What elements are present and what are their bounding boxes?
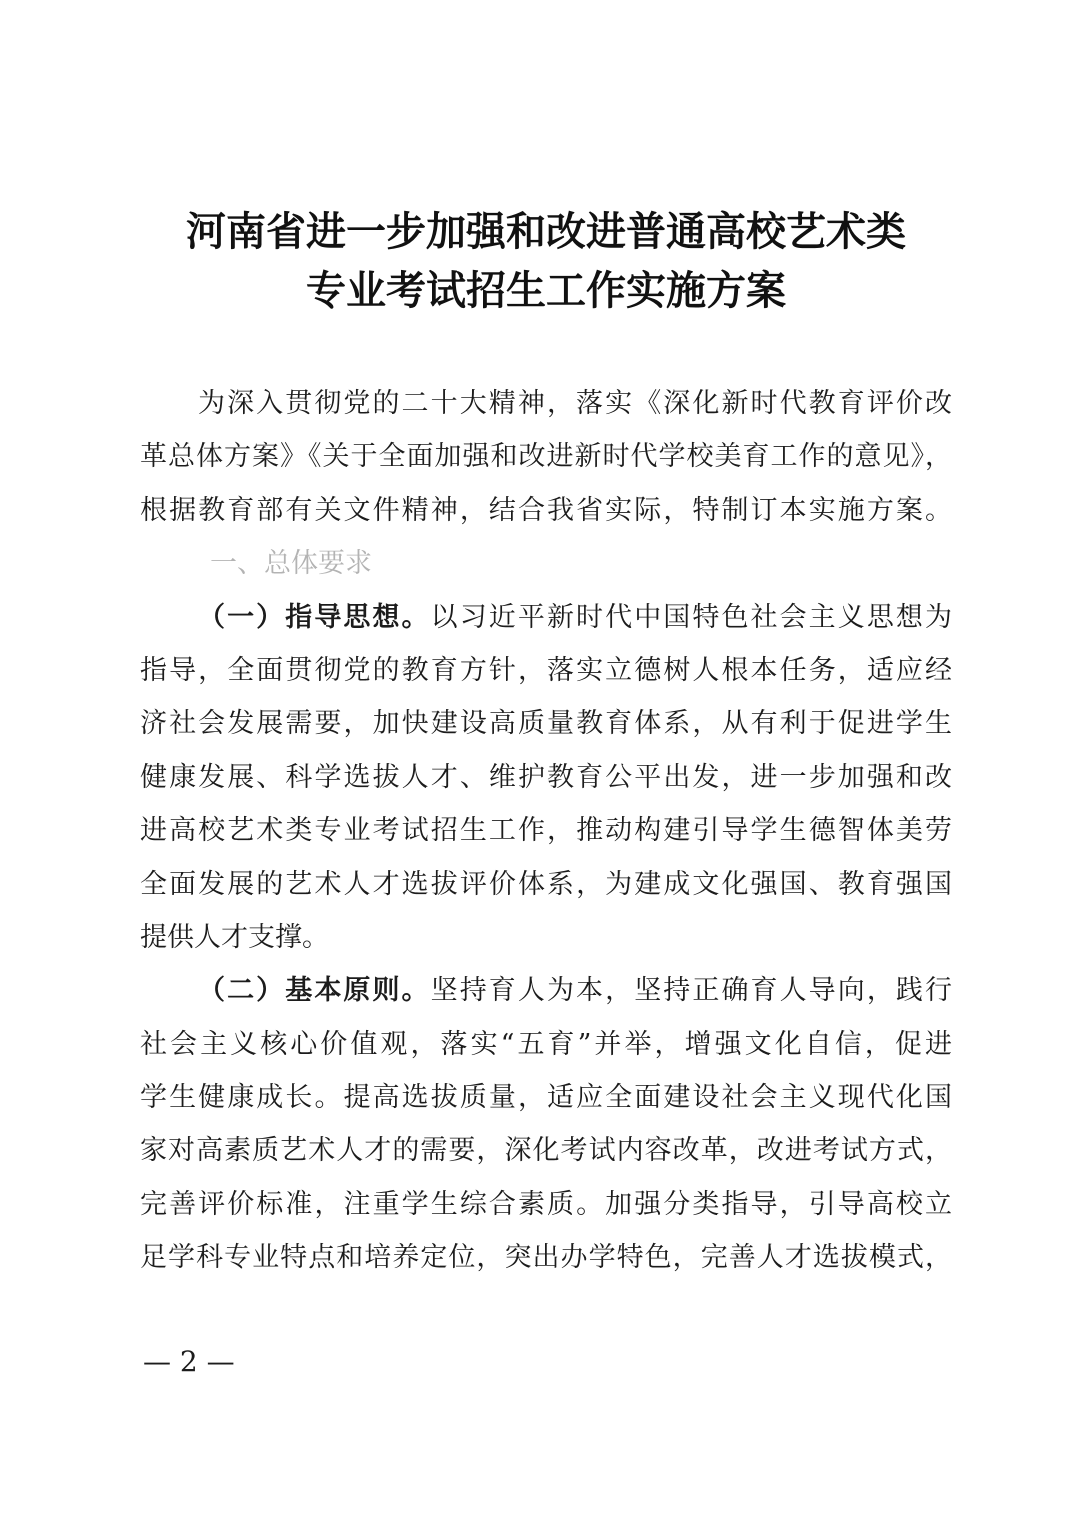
title-line: 专业考试招生工作实施方案 bbox=[306, 267, 786, 314]
guiding-ideology-line: 提供人才支撑。 bbox=[140, 921, 329, 953]
document-title bbox=[140, 202, 952, 320]
basic-principles-first-line bbox=[140, 964, 952, 1017]
guiding-ideology-line: 全面发展的艺术人才选拔评价体系，为建成文化强国、教育强国 bbox=[140, 868, 952, 900]
guiding-ideology-line: 指导，全面贯彻党的教育方针，落实立德树人根本任务，适应经 bbox=[140, 654, 952, 686]
guiding-ideology-line: 进高校艺术类专业考试招生工作，推动构建引导学生德智体美劳 bbox=[140, 815, 952, 847]
basic-principles-line: 学生健康成长。提高选拔质量，适应全面建设社会主义现代化国 bbox=[140, 1082, 952, 1114]
basic-principles-lead: （二）基本原则。 bbox=[198, 975, 431, 1007]
guiding-ideology-line: 济社会发展需要，加快建设高质量教育体系，从有利于促进学生 bbox=[140, 708, 952, 740]
intro-line: 为深入贯彻党的二十大精神，落实《深化新时代教育评价改 bbox=[198, 388, 952, 419]
guiding-ideology-text: 以习近平新时代中国特色社会主义思想为 bbox=[430, 601, 952, 633]
intro-line: 革总体方案》《关于全面加强和改进新时代学校美育工作的意见》， bbox=[140, 441, 952, 473]
basic-principles-line: 社会主义核心价值观，落实“五育”并举，增强文化自信，促进 bbox=[140, 1028, 952, 1060]
basic-principles-line: 家对高素质艺术人才的需要，深化考试内容改革，改进考试方式， bbox=[140, 1135, 952, 1167]
basic-principles-text: 坚持育人为本，坚持正确育人导向，践行 bbox=[430, 975, 952, 1007]
title-line: 河南省进一步加强和改进普通高校艺术类 bbox=[186, 208, 906, 255]
document-body bbox=[140, 377, 952, 1285]
basic-principles-line: 足学科专业特点和培养定位，突出办学特色，完善人才选拔模式， bbox=[140, 1242, 952, 1274]
guiding-ideology-lead: （一）指导思想。 bbox=[198, 601, 431, 633]
section-heading: 一、总体要求 bbox=[210, 548, 372, 580]
guiding-ideology-first-line bbox=[140, 591, 952, 644]
basic-principles-line: 完善评价标准，注重学生综合素质。加强分类指导，引导高校立 bbox=[140, 1188, 952, 1220]
page-number: — 2 — bbox=[143, 1345, 235, 1378]
intro-line: 根据教育部有关文件精神，结合我省实际，特制订本实施方案。 bbox=[140, 494, 952, 526]
guiding-ideology-line: 健康发展、科学选拔人才、维护教育公平出发，进一步加强和改 bbox=[140, 761, 952, 793]
